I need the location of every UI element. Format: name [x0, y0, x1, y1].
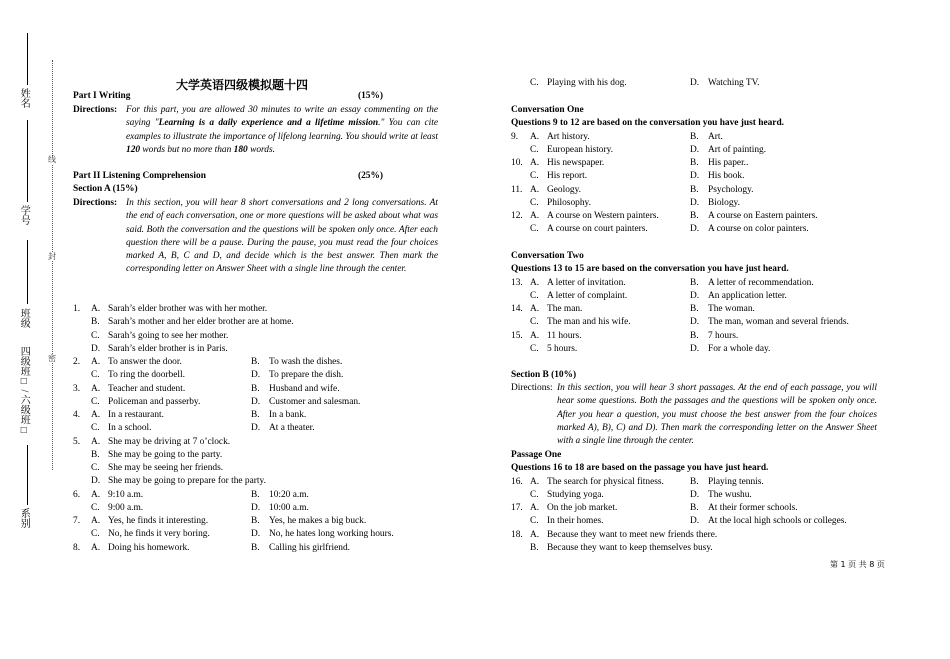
option-letter: D.	[690, 224, 700, 235]
name-label: 姓名	[18, 88, 30, 108]
option-letter: A.	[530, 476, 540, 487]
section-b-directions-label: Directions:	[511, 383, 553, 393]
option-letter: B.	[690, 184, 699, 195]
conv1-instructions: Questions 9 to 12 are based on the conversation you have just heard.	[511, 118, 785, 128]
option-text: Philosophy.	[547, 197, 591, 208]
option-text: The man.	[547, 304, 583, 314]
passage1-title: Passage One	[511, 450, 562, 460]
question-number: 15.	[511, 330, 523, 341]
option-text: 11 hours.	[547, 330, 582, 341]
option-letter: B.	[91, 317, 100, 328]
option-text: Husband and wife.	[269, 383, 340, 394]
option-letter: C.	[91, 502, 100, 513]
option-text: To wash the dishes.	[269, 357, 343, 367]
option-text: Sarah’s going to see her mother.	[108, 330, 229, 341]
option-text: Art.	[708, 131, 723, 142]
option-letter: A.	[91, 542, 101, 553]
option-letter: A.	[91, 357, 101, 367]
option-letter: A.	[530, 184, 540, 195]
option-letter: B.	[690, 330, 699, 341]
question-number: 7.	[73, 516, 81, 526]
option-letter: C.	[530, 290, 539, 301]
conv2-instructions: Questions 13 to 15 are based on the conversation you have just heard.	[511, 264, 789, 274]
option-text: His report.	[547, 171, 588, 182]
option-text: 10:20 a.m.	[269, 489, 309, 500]
student-id-line	[27, 120, 28, 202]
option-letter: C.	[530, 317, 539, 328]
option-letter: B.	[251, 410, 260, 420]
option-text: Teacher and student.	[108, 383, 186, 394]
option-letter: B.	[251, 383, 260, 394]
question-number: 10.	[511, 158, 523, 168]
option-text: Customer and salesman.	[269, 396, 361, 407]
option-letter: B.	[251, 489, 260, 500]
option-text: Sarah’s elder brother is in Paris.	[108, 343, 228, 354]
part2-directions-text: In this section, you will hear 8 short conversations and 2 long conversations. At the end of each conversation, one or more questions will be asked about what was said. Both the conversation and the questions will be spoken only once. After each question there will be a pause. During the pause, you must read the four choices marked A, B, C and D, and decide which is the best answer. Then mark the corresponding letter on Answer Sheet with a single line through the center.	[126, 198, 438, 275]
question-number: 16.	[511, 476, 523, 487]
section-a-heading: Section A (15%)	[73, 184, 138, 194]
option-text: Yes, he finds it interesting.	[108, 516, 209, 526]
option-text: His newspaper.	[547, 158, 605, 168]
option-text: Geology.	[547, 184, 582, 195]
question-number: 13.	[511, 277, 523, 288]
part1-heading: Part I Writing	[73, 91, 131, 101]
option-letter: C.	[91, 396, 100, 407]
option-text: No, he finds it very boring.	[108, 529, 210, 540]
page-footer: 第 1 页 共 8 页	[830, 560, 885, 569]
question-number: 6.	[73, 489, 81, 500]
option-text: Art history.	[547, 131, 590, 142]
option-text: Art of painting.	[708, 144, 767, 155]
option-letter: A.	[91, 410, 101, 420]
option-text: The search for physical fitness.	[547, 476, 664, 487]
option-text: In a school.	[108, 423, 152, 434]
option-text: Sarah’s elder brother was with her mother.	[108, 304, 268, 314]
option-text: A course on court painters.	[547, 224, 648, 235]
option-text: Doing his homework.	[108, 542, 190, 553]
option-text: His paper..	[708, 158, 749, 168]
option-letter: B.	[251, 542, 260, 553]
option-text: No, he hates long working hours.	[269, 529, 394, 540]
option-letter: C.	[530, 197, 539, 208]
binding-dotted-line	[52, 60, 53, 470]
question-number: 18.	[511, 529, 523, 540]
option-letter: D.	[690, 144, 700, 155]
option-text: 9:10 a.m.	[108, 489, 144, 500]
option-text: 7 hours.	[708, 330, 739, 341]
question-number: 14.	[511, 304, 523, 314]
part1-score: (15%)	[358, 91, 383, 101]
option-text: The man and his wife.	[547, 317, 631, 328]
option-text: At the local high schools or colleges.	[708, 516, 847, 527]
option-letter: A.	[530, 131, 540, 142]
option-letter: A.	[530, 211, 540, 221]
name-line	[27, 33, 28, 85]
part1-directions-label: Directions:	[73, 105, 118, 115]
option-text: A course on Eastern painters.	[708, 211, 818, 221]
option-letter: D.	[91, 343, 101, 354]
option-text: Playing with his dog.	[547, 78, 627, 88]
option-letter: B.	[690, 211, 699, 221]
question-number: 8.	[73, 542, 81, 553]
page-title: 大学英语四级模拟题十四	[176, 78, 309, 92]
option-text: Watching TV.	[708, 78, 760, 88]
part2-heading: Part II Listening Comprehension	[73, 171, 206, 181]
option-letter: B.	[690, 131, 699, 142]
question-number: 3.	[73, 383, 81, 394]
option-text: On the job market.	[547, 503, 618, 513]
option-letter: A.	[91, 383, 101, 394]
option-letter: B.	[690, 277, 699, 288]
option-letter: D.	[690, 516, 700, 527]
option-letter: A.	[530, 330, 540, 341]
option-letter: D.	[690, 343, 700, 354]
option-text: The woman.	[708, 304, 755, 314]
option-text: Because they want to keep themselves busy.	[547, 542, 713, 553]
class-line	[27, 240, 28, 304]
option-text: In a restaurant.	[108, 410, 164, 420]
option-letter: C.	[530, 78, 539, 88]
option-letter: C.	[530, 516, 539, 527]
option-text: European history.	[547, 144, 614, 155]
option-letter: D.	[690, 290, 700, 301]
option-letter: B.	[530, 542, 539, 553]
option-letter: D.	[690, 197, 700, 208]
option-letter: A.	[530, 503, 540, 513]
question-number: 5.	[73, 436, 81, 447]
passage1-instructions: Questions 16 to 18 are based on the passage you have just heard.	[511, 463, 769, 473]
level-line	[27, 445, 28, 505]
question-number: 17.	[511, 503, 523, 513]
option-letter: C.	[530, 171, 539, 182]
option-letter: B.	[690, 476, 699, 487]
section-b-heading: Section B (10%)	[511, 370, 577, 380]
option-letter: B.	[690, 503, 699, 513]
option-text: Yes, he makes a big buck.	[269, 516, 367, 526]
question-number: 1.	[73, 304, 81, 314]
option-text: Calling his girlfriend.	[269, 542, 350, 553]
option-text: She may be seeing her friends.	[108, 463, 224, 473]
option-text: For a whole day.	[708, 343, 771, 354]
option-letter: C.	[91, 529, 100, 540]
option-letter: A.	[91, 516, 101, 526]
option-letter: B.	[690, 304, 699, 314]
option-letter: A.	[530, 158, 540, 168]
option-text: A letter of complaint.	[547, 290, 628, 301]
option-text: She may be going to the party.	[108, 449, 223, 460]
option-letter: D.	[251, 502, 261, 513]
option-letter: C.	[91, 370, 100, 381]
option-text: She may be going to prepare for the party.	[108, 476, 266, 487]
binding-word-close: 密	[48, 354, 56, 363]
option-text: Sarah’s mother and her elder brother are at home.	[108, 317, 294, 328]
option-text: To prepare the dish.	[269, 370, 344, 381]
option-letter: D.	[690, 171, 700, 182]
option-text: At a theater.	[269, 423, 315, 434]
question-number: 12.	[511, 211, 523, 221]
option-text: An application letter.	[708, 290, 787, 301]
section-b-directions-text: In this section, you will hear 3 short passages. At the end of each passage, you will hear some questions. Both the passages and the questions will be spoken only once. After you hear a question, you must choose the best answer from the four choices marked A), B), C) and D). Then mark the corresponding letter on the Answer Sheet with a single line through the center.	[557, 383, 877, 447]
option-text: 10:00 a.m.	[269, 502, 309, 513]
level-label: 四级班□ / 六级班□	[18, 346, 30, 436]
option-text: A letter of recommendation.	[708, 277, 814, 288]
option-text: In a bank.	[269, 410, 307, 420]
part2-directions-label: Directions:	[73, 198, 118, 208]
option-text: Because they want to meet new friends there.	[547, 529, 718, 540]
option-text: Playing tennis.	[708, 476, 764, 487]
option-letter: B.	[251, 516, 260, 526]
option-letter: A.	[530, 304, 540, 314]
option-text: In their homes.	[547, 516, 604, 527]
option-letter: C.	[530, 224, 539, 235]
option-letter: D.	[251, 396, 261, 407]
option-text: A course on Western painters.	[547, 211, 659, 221]
option-letter: C.	[530, 489, 539, 500]
option-text: Policeman and passerby.	[108, 396, 201, 407]
option-letter: A.	[91, 436, 101, 447]
conv1-title: Conversation One	[511, 105, 584, 115]
part1-directions-text: For this part, you are allowed 30 minutes to write an essay commenting on the saying "Learning is a daily experience and a lifetime mission." You can cite examples to illustrate the importance of lifelong learning. You should write at least 120 words but no more than 180 words.	[126, 105, 438, 155]
option-text: Psychology.	[708, 184, 754, 195]
class-label: 班级	[18, 308, 30, 328]
option-text: At their former schools.	[708, 503, 798, 513]
option-letter: C.	[91, 330, 100, 341]
binding-word-line: 线	[48, 155, 56, 164]
option-letter: D.	[251, 529, 261, 540]
option-letter: D.	[690, 317, 700, 328]
option-text: To ring the doorbell.	[108, 370, 185, 381]
option-letter: D.	[690, 489, 700, 500]
question-number: 2.	[73, 357, 81, 367]
option-letter: C.	[530, 343, 539, 354]
department-label: 系别	[18, 508, 30, 528]
option-letter: A.	[530, 277, 540, 288]
option-letter: D.	[251, 370, 261, 381]
option-text: The wushu.	[708, 489, 752, 500]
option-letter: A.	[91, 489, 101, 500]
option-text: To answer the door.	[108, 357, 182, 367]
conv2-title: Conversation Two	[511, 251, 584, 261]
option-letter: D.	[690, 78, 700, 88]
question-number: 11.	[511, 184, 523, 195]
student-id-label: 学号	[18, 205, 30, 225]
binding-word-seal: 封	[48, 252, 56, 261]
option-letter: A.	[91, 304, 101, 314]
option-text: 5 hours.	[547, 343, 578, 354]
option-letter: B.	[690, 158, 699, 168]
option-text: A course on color painters.	[708, 224, 809, 235]
option-text: His book.	[708, 171, 745, 182]
option-letter: C.	[91, 463, 100, 473]
option-text: Biology.	[708, 197, 740, 208]
option-letter: B.	[251, 357, 260, 367]
part2-score: (25%)	[358, 171, 383, 181]
option-text: A letter of invitation.	[547, 277, 626, 288]
question-number: 9.	[511, 131, 519, 142]
option-letter: A.	[530, 529, 540, 540]
option-text: The man, woman and several friends.	[708, 317, 849, 328]
option-text: 9:00 a.m.	[108, 502, 144, 513]
option-letter: D.	[251, 423, 261, 434]
option-text: Studying yoga.	[547, 489, 604, 500]
option-letter: C.	[530, 144, 539, 155]
option-letter: D.	[91, 476, 101, 487]
option-text: She may be driving at 7 o’clock.	[108, 436, 231, 447]
question-number: 4.	[73, 410, 81, 420]
option-letter: B.	[91, 449, 100, 460]
option-letter: C.	[91, 423, 100, 434]
